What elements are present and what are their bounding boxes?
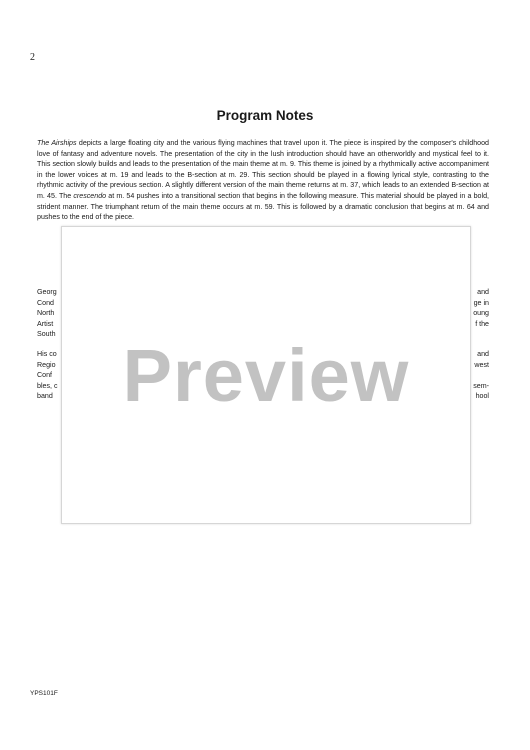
program-notes-container <box>37 138 489 230</box>
bio1-left-3: Artist <box>37 319 54 328</box>
bio2-left-3: bles, c <box>37 381 58 390</box>
preview-watermark-box <box>61 226 471 524</box>
piece-title: The Airships <box>37 139 77 147</box>
notes-text-1: depicts a large floating city and the various flying machines that travel upon it. The piece is inspired by the composer's childhood love of fantasy and adventure novels. The presentation of the city in the lush introduction should have an otherworldly and mystical feel to it. This section slowly builds and leads to the presentation of the main theme at m. 9. This theme is joined by a rhythmically active accompaniment in the lower voices at m. 19 and leads to the B-section at m. 29. This section should be played in a flowing lyrical style, contrasting to the rhythmic activity of the previous section. A slightly different version of the main theme returns at m. 37, which leads to an extended B-section at m. 45. The <box>37 139 489 200</box>
bio1-left-4: South <box>37 330 56 339</box>
bio2-right-3: hool <box>475 392 489 401</box>
bio2-right-0: and <box>477 350 489 358</box>
page-title: Program Notes <box>216 108 314 123</box>
bio2-left-2: Conf <box>37 371 52 380</box>
bio1-left-0: Georg <box>37 288 57 296</box>
bio2-left-1: Regio <box>37 360 56 369</box>
bio1-right-0: and <box>477 288 489 296</box>
notes-text-2: at m. 54 pushes into a transitional section that begins in the following measure. This material should be played in a bold, strident manner. The triumphant return of the main theme occurs at m. 59. This is followed by a dramatic conclusion that begins at m. 64 and pushes to the end of the piece. <box>37 191 489 222</box>
bio2-left-0: His co <box>37 350 57 358</box>
bio1-right-1: ge in <box>473 298 489 307</box>
bio1-left-2: North <box>37 309 55 318</box>
preview-watermark-text: Preview <box>122 333 410 417</box>
bio1-left-1: Cond <box>37 298 54 307</box>
bio2-right-2: sem- <box>473 381 489 390</box>
bio2-right-1: west <box>474 360 489 369</box>
bio1-right-2: oung <box>473 309 489 318</box>
bio2-left-4: band <box>37 392 53 401</box>
crescendo-term: crescendo <box>73 191 107 200</box>
page-number: 2 <box>30 52 35 63</box>
bio1-right-3: f the <box>475 319 489 328</box>
catalog-code: YPS101F <box>30 690 58 697</box>
program-notes-paragraph <box>37 138 489 223</box>
